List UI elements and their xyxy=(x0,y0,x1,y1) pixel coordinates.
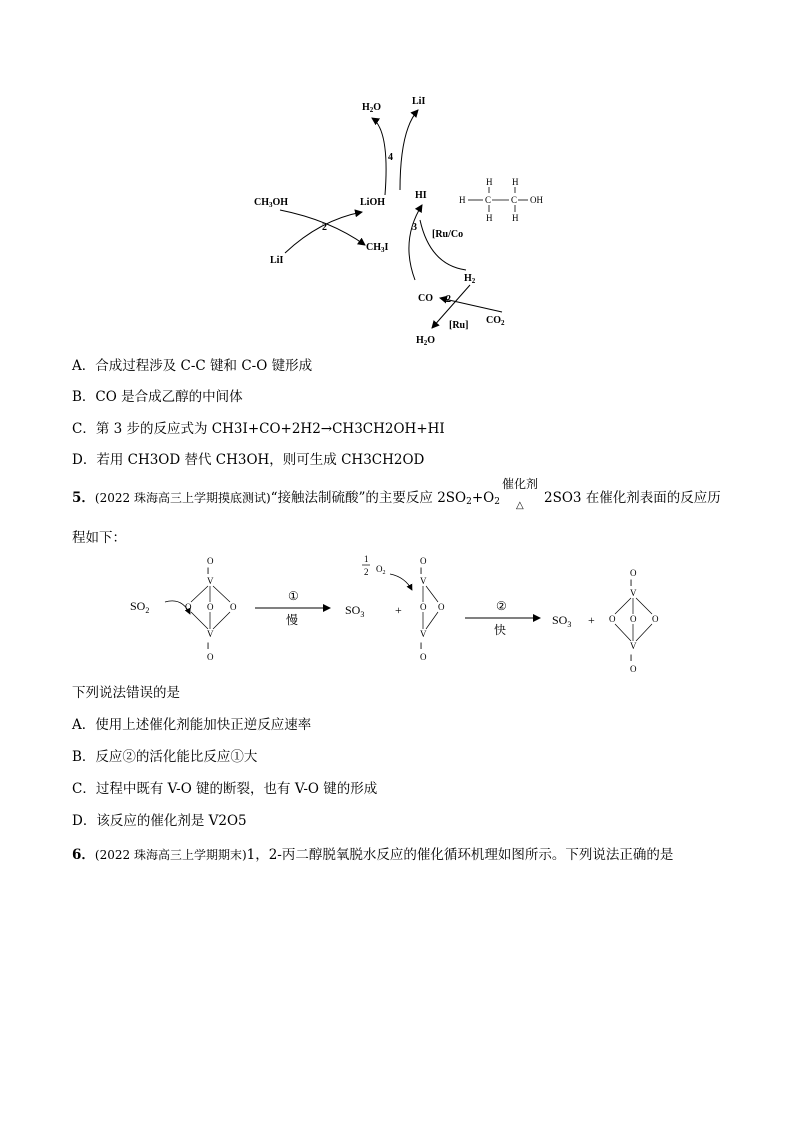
svg-text:‖: ‖ xyxy=(207,641,210,651)
svg-text:1: 1 xyxy=(364,554,369,564)
co-label: CO xyxy=(418,293,433,304)
svg-text:O: O xyxy=(630,614,637,624)
q5-option-b: B．反应②的活化能比反应①大 xyxy=(72,749,258,765)
svg-text:OH: OH xyxy=(530,195,543,205)
q5-source: (2022 珠海高三上学期摸底测试) xyxy=(94,491,271,505)
ethanol-synthesis-mechanism xyxy=(240,90,543,350)
svg-text:O: O xyxy=(230,602,237,612)
q5-condition xyxy=(500,477,544,511)
q5-text-after: 2SO3 在催化剂表面的反应历 xyxy=(543,490,721,506)
q5-stem: 5．(2022 珠海高三上学期摸底测试)“接触法制硫酸”的主要反应 $2SO_2+O_2$ 催化剂 △ 2SO3 在催化剂表面的反应历 xyxy=(72,488,721,512)
svg-text:O: O xyxy=(420,602,427,612)
v2o5-structure-2 xyxy=(609,568,659,674)
slow-label: 慢 xyxy=(286,613,299,627)
v2o5-structure-1 xyxy=(185,556,237,662)
svg-text:V: V xyxy=(207,629,214,639)
q5-heat: △ xyxy=(515,500,524,511)
step-4-label: 4 xyxy=(388,152,393,163)
fast-label: 快 xyxy=(494,623,507,637)
co2-label: $CO_2$ xyxy=(486,315,505,327)
so2-label: $SO_2$ xyxy=(130,599,150,615)
svg-text:H: H xyxy=(486,213,493,223)
svg-text:‖: ‖ xyxy=(630,653,633,663)
q5-option-c: C．过程中既有 V-O 键的断裂，也有 V-O 键的形成 xyxy=(72,781,378,797)
step2-label: ② xyxy=(496,599,507,613)
v2o5-catalysis-diagram xyxy=(120,552,680,680)
svg-text:C: C xyxy=(511,195,518,205)
step-3-label: 3 xyxy=(412,222,417,233)
q5-option-a: A．使用上述催化剂能加快正逆反应速率 xyxy=(72,717,312,733)
q4-option-a: A．合成过程涉及 C-C 键和 C-O 键形成 xyxy=(72,358,313,374)
svg-text:O: O xyxy=(207,652,214,662)
lii-top-label: LiI xyxy=(412,96,426,107)
so3-label-2: $SO_3$ xyxy=(552,613,572,629)
q6-text: 1，2-丙二醇脱氧脱水反应的催化循环机理如图所示。下列说法正确的是 xyxy=(246,847,674,863)
vo-intermediate-structure xyxy=(420,556,445,662)
step-2b-label: 2 xyxy=(446,294,451,305)
svg-text:‖: ‖ xyxy=(420,641,423,651)
ethanol-structure xyxy=(459,177,543,223)
ch3i-label: $CH_3I$ xyxy=(366,242,389,254)
step1-label: ① xyxy=(288,589,299,603)
svg-text:O: O xyxy=(438,602,445,612)
ru-label: [Ru] xyxy=(449,320,469,331)
q4-option-b: B．CO 是合成乙醇的中间体 xyxy=(72,389,243,405)
ch3oh-label: $CH_3OH$ xyxy=(254,197,289,209)
svg-text:O: O xyxy=(609,614,616,624)
svg-text:O: O xyxy=(207,602,214,612)
svg-text:‖: ‖ xyxy=(207,566,210,576)
step-2a-label: 2 xyxy=(322,222,327,233)
svg-text:‖: ‖ xyxy=(630,578,633,588)
ru-co-label: [Ru/Co xyxy=(432,229,464,240)
q5-stem-line2: 程如下： xyxy=(72,530,126,546)
svg-text:V: V xyxy=(207,576,214,586)
q6-stem xyxy=(72,845,673,865)
lioh-label: LiOH xyxy=(360,197,386,208)
q6-source: (2022 珠海高三上学期期末) xyxy=(94,848,247,862)
q4-option-d: D．若用 CH3OD 替代 CH3OH，则可生成 CH3CH2OD xyxy=(72,452,425,468)
q5-number: 5． xyxy=(72,490,95,506)
q5-text-before: “接触法制硫酸”的主要反应 2SO xyxy=(270,490,467,506)
plus-2: + xyxy=(588,613,595,627)
so3-label-1: $SO_3$ xyxy=(345,603,365,619)
svg-text:V: V xyxy=(420,629,427,639)
plus-1: + xyxy=(395,603,402,617)
svg-text:V: V xyxy=(420,576,427,586)
svg-text:H: H xyxy=(486,177,493,187)
q5-catalyst: 催化剂 xyxy=(501,477,538,491)
h2-label: $H_2$ xyxy=(464,273,476,285)
svg-text:V: V xyxy=(630,641,637,651)
svg-text:‖: ‖ xyxy=(420,566,423,576)
half-o2 xyxy=(362,554,386,577)
svg-text:O: O xyxy=(207,556,214,566)
svg-text:V: V xyxy=(630,588,637,598)
svg-text:C: C xyxy=(485,195,492,205)
svg-text:O: O xyxy=(630,568,637,578)
hi-label: HI xyxy=(415,190,427,201)
h2o-top-label: $H_2O$ xyxy=(362,102,382,114)
lii-bottom-label: LiI xyxy=(270,255,284,266)
svg-text:2: 2 xyxy=(364,567,369,577)
svg-text:O: O xyxy=(420,556,427,566)
svg-text:H: H xyxy=(512,213,519,223)
svg-text:O: O xyxy=(185,602,192,612)
q6-number: 6． xyxy=(72,847,95,863)
q4-option-c xyxy=(72,419,445,439)
h2o-bottom-label: $H_2O$ xyxy=(416,335,436,347)
svg-text:H: H xyxy=(459,195,466,205)
q5-question: 下列说法错误的是 xyxy=(72,685,180,701)
svg-text:O2: $O_2$ xyxy=(376,564,386,576)
svg-text:O: O xyxy=(420,652,427,662)
svg-text:H: H xyxy=(512,177,519,187)
svg-text:O: O xyxy=(630,664,637,674)
svg-text:O: O xyxy=(652,614,659,624)
q5-option-d: D．该反应的催化剂是 V2O5 xyxy=(72,813,247,829)
q4-option-c-text: C．第 3 步的反应式为 CH3I+CO+2H2→CH3CH2OH+HI xyxy=(72,421,445,437)
